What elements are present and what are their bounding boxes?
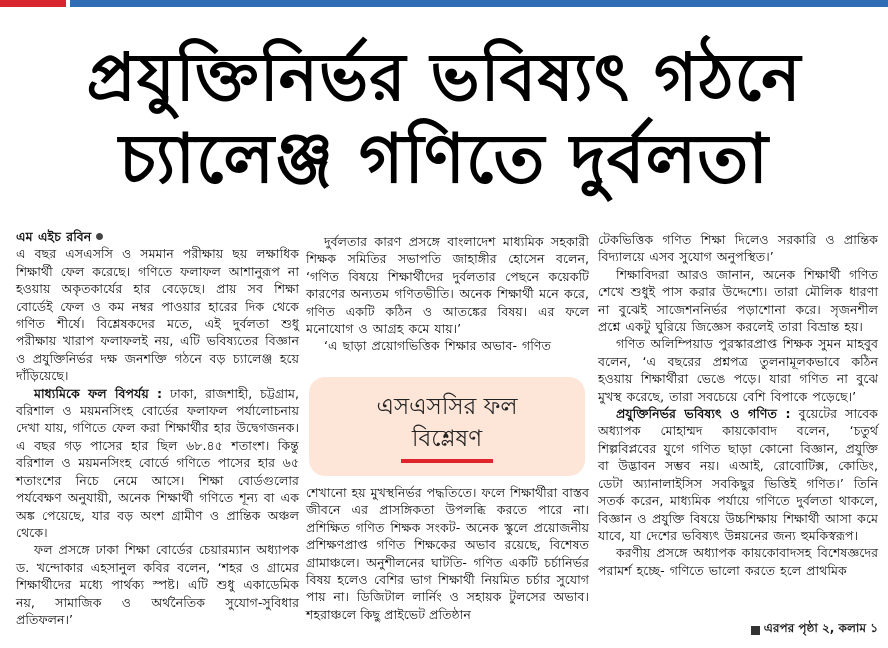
paragraph: টেকভিত্তিক গণিত শিক্ষা দিলেও সরকারি ও প্রান্তিক বিদ্যালয়ে এসব সুযোগ অনুপস্থিত।’ xyxy=(598,232,878,265)
pullquote-line-1: এসএসসির ফল xyxy=(376,394,518,420)
pullquote-box xyxy=(309,377,585,476)
paragraph: শিক্ষাবিদরা আরও জানান, অনেক শিক্ষার্থী গণিত শেখে শুধুই পাস করার উদ্দেশ্যে। তারা মৌলিক ধারণা না বুঝেই সাজেশননির্ভর পড়াশোনা করে। সৃজনশীল প্রশ্নে একটু ঘুরিয়ে জিজ্ঞেস করলেই তারা বিভ্রান্ত হয়। xyxy=(598,266,878,335)
headline-line-2: চ্যালেঞ্জ গণিতে দুর্বলতা xyxy=(118,120,770,199)
article-column-1 xyxy=(16,228,299,628)
paragraph-text: বুয়েটের সাবেক অধ্যাপক মোহাম্মদ কায়কোবাদ বলেন, ‘চতুর্থ শিল্পবিপ্লবের যুগে গণিত ছাড়া কোনো বিজ্ঞান, প্রযুক্তি বা উদ্ভাবন সম্ভব নয়। এআই, রোবোটিক্স, কোডিং, ডেটা অ্যানালাইসিস সবকিছুর ভিত্তিই গণিত।’ তিনি সতর্ক করেন, মাধ্যমিক পর্যায়ে গণিতে দুর্বলতা থাকলে, বিজ্ঞান ও প্রযুক্তি বিষয়ে উচ্চশিক্ষায় শিক্ষার্থী আসা কমে যাবে, যা দেশের ভবিষ্যৎ উন্নয়নের জন্য হুমকিস্বরূপ। xyxy=(598,406,878,543)
article-column-2-continued xyxy=(306,484,589,623)
top-accent-bar-red xyxy=(0,0,66,7)
byline-name: এম এইচ রবিন xyxy=(16,229,92,244)
headline-line-1: প্রযুক্তিনির্ভর ভবিষ্যৎ গঠনে xyxy=(86,39,802,116)
paragraph-with-subhead xyxy=(598,405,878,544)
square-bullet-icon xyxy=(751,626,760,635)
pullquote-underline xyxy=(401,459,493,463)
paragraph-text: ঢাকা, রাজশাহী, চট্টগ্রাম, বরিশাল ও ময়মনসিংহ বোর্ডের ফলাফল পর্যালোচনায় দেখা যায়, গণিতে ফেল করা শিক্ষার্থীর হার উদ্বেগজনক। এ বছর গড় পাসের হার ছিল ৬৮.৪৫ শতাংশ। কিন্তু বরিশাল ও ময়মনসিংহ বোর্ডে গণিতে পাসের হার ৬৫ শতাংশের নিচে নেমে আসে। শিক্ষা বোর্ডগুলোর পর্যবেক্ষণ অনুযায়ী, অনেক শিক্ষার্থী গণিতে শূন্য বা এক অঙ্ক পেয়েছে, যার বড় অংশ গ্রামীণ ও প্রান্তিক অঞ্চল থেকে। xyxy=(16,385,299,540)
subhead: প্রযুক্তিনির্ভর ভবিষ্যৎ ও গণিত : xyxy=(616,406,791,422)
paragraph: ফল প্রসঙ্গে ঢাকা শিক্ষা বোর্ডের চেয়ারম্যান অধ্যাপক ড. খন্দোকার এহসানুল কবির বলেন, ‘শহর ও গ্রামের শিক্ষার্থীদের মধ্যে পার্থক্য স্পষ্ট। এটি শুধু একাডেমিক নয়, সামাজিক ও অর্থনৈতিক সুযোগ-সুবিধার প্রতিফলন।’ xyxy=(16,542,299,627)
paragraph: ‘এ ছাড়া প্রয়োগভিত্তিক শিক্ষার অভাব- গণিত xyxy=(324,338,551,354)
paragraph: এ বছর এসএসসি ও সমমান পরীক্ষায় ছয় লক্ষাধিক শিক্ষার্থী ফেল করেছে। গণিতে ফলাফল আশানুরূপ না হওয়ায় অকৃতকার্যের হার বেড়েছে। প্রায় সব শিক্ষা বোর্ডেই ফেল ও কম নম্বর পাওয়ার হারের দিক থেকে গণিত শীর্ষে। বিশ্লেষকদের মতে, এই দুর্বলতা শুধু পরীক্ষায় খারাপ ফলাফলই নয়, এটি ভবিষ্যতের বিজ্ঞান ও প্রযুক্তিনির্ভর দক্ষ জনশক্তি গঠনে বড় চ্যালেঞ্জ হয়ে দাঁড়িয়েছে। xyxy=(16,246,299,384)
top-accent-bar-blue xyxy=(70,0,888,7)
article-column-2 xyxy=(306,233,589,355)
continued-text: এরপর পৃষ্ঠা ২, কলাম ১ xyxy=(763,621,878,635)
byline-dot-icon xyxy=(96,233,103,240)
byline xyxy=(16,228,299,245)
paragraph: শেখানো হয় মুখস্থনির্ভর পদ্ধতিতে। ফলে শিক্ষার্থীরা বাস্তব জীবনে এর প্রাসঙ্গিকতা উপলব্ধি করতে পারে না। প্রশিক্ষিত গণিত শিক্ষক সংকট- অনেক স্কুলে প্রয়োজনীয় প্রশিক্ষণপ্রাপ্ত গণিত শিক্ষকের অভাব রয়েছে, বিশেষত গ্রামাঞ্চলে। অনুশীলনের ঘাটতি- গণিত একটি চর্চানির্ভর বিষয় হলেও বেশির ভাগ শিক্ষার্থী নিয়মিত চর্চার সুযোগ পায় না। ডিজিটাল লার্নিং ও সহায়ক টুলসের অভাব। শহরাঞ্চলে কিছু প্রাইভেট প্রতিষ্ঠান xyxy=(306,485,589,622)
paragraph: গণিত অলিম্পিয়াড পুরস্কারপ্রাপ্ত শিক্ষক সুমন মাহবুব বলেন, ‘এ বছরের প্রশ্নপত্র তুলনামূলকভাবে কঠিন হওয়ায় শিক্ষার্থীরা ভেঙে পড়ে। যারা গণিত না বুঝে মুখস্থ করেছে, তারা সবচেয়ে বেশি বিপাকে পড়েছে।’ xyxy=(598,336,878,404)
paragraph-with-subhead xyxy=(16,385,299,542)
paragraph: করণীয় প্রসঙ্গে অধ্যাপক কায়কোবাদসহ বিশেষজ্ঞদের পরামর্শ হচ্ছে- গণিতে ভালো করতে হলে প্রাথমিক xyxy=(598,545,878,578)
subhead: মাধ্যমিকে ফল বিপর্যয় : xyxy=(34,385,163,401)
paragraph: দুর্বলতার কারণ প্রসঙ্গে বাংলাদেশ মাধ্যমিক সহকারী শিক্ষক সমিতির সভাপতি জাহাঙ্গীর হোসেন বলেন, ‘গণিত বিষয়ে শিক্ষার্থীদের দুর্বলতার পেছনে কয়েকটি কারণের অন্যতম গণিতভীতি। অনেক শিক্ষার্থী মনে করে, গণিত একটি কঠিন ও আতঙ্কের বিষয়। এর ফলে মনোযোগ ও আগ্রহ কমে যায়।’ xyxy=(306,234,589,337)
continued-on-page xyxy=(751,620,878,640)
article-column-3 xyxy=(598,231,878,579)
pullquote-line-2: বিশ্লেষণ xyxy=(411,426,483,452)
